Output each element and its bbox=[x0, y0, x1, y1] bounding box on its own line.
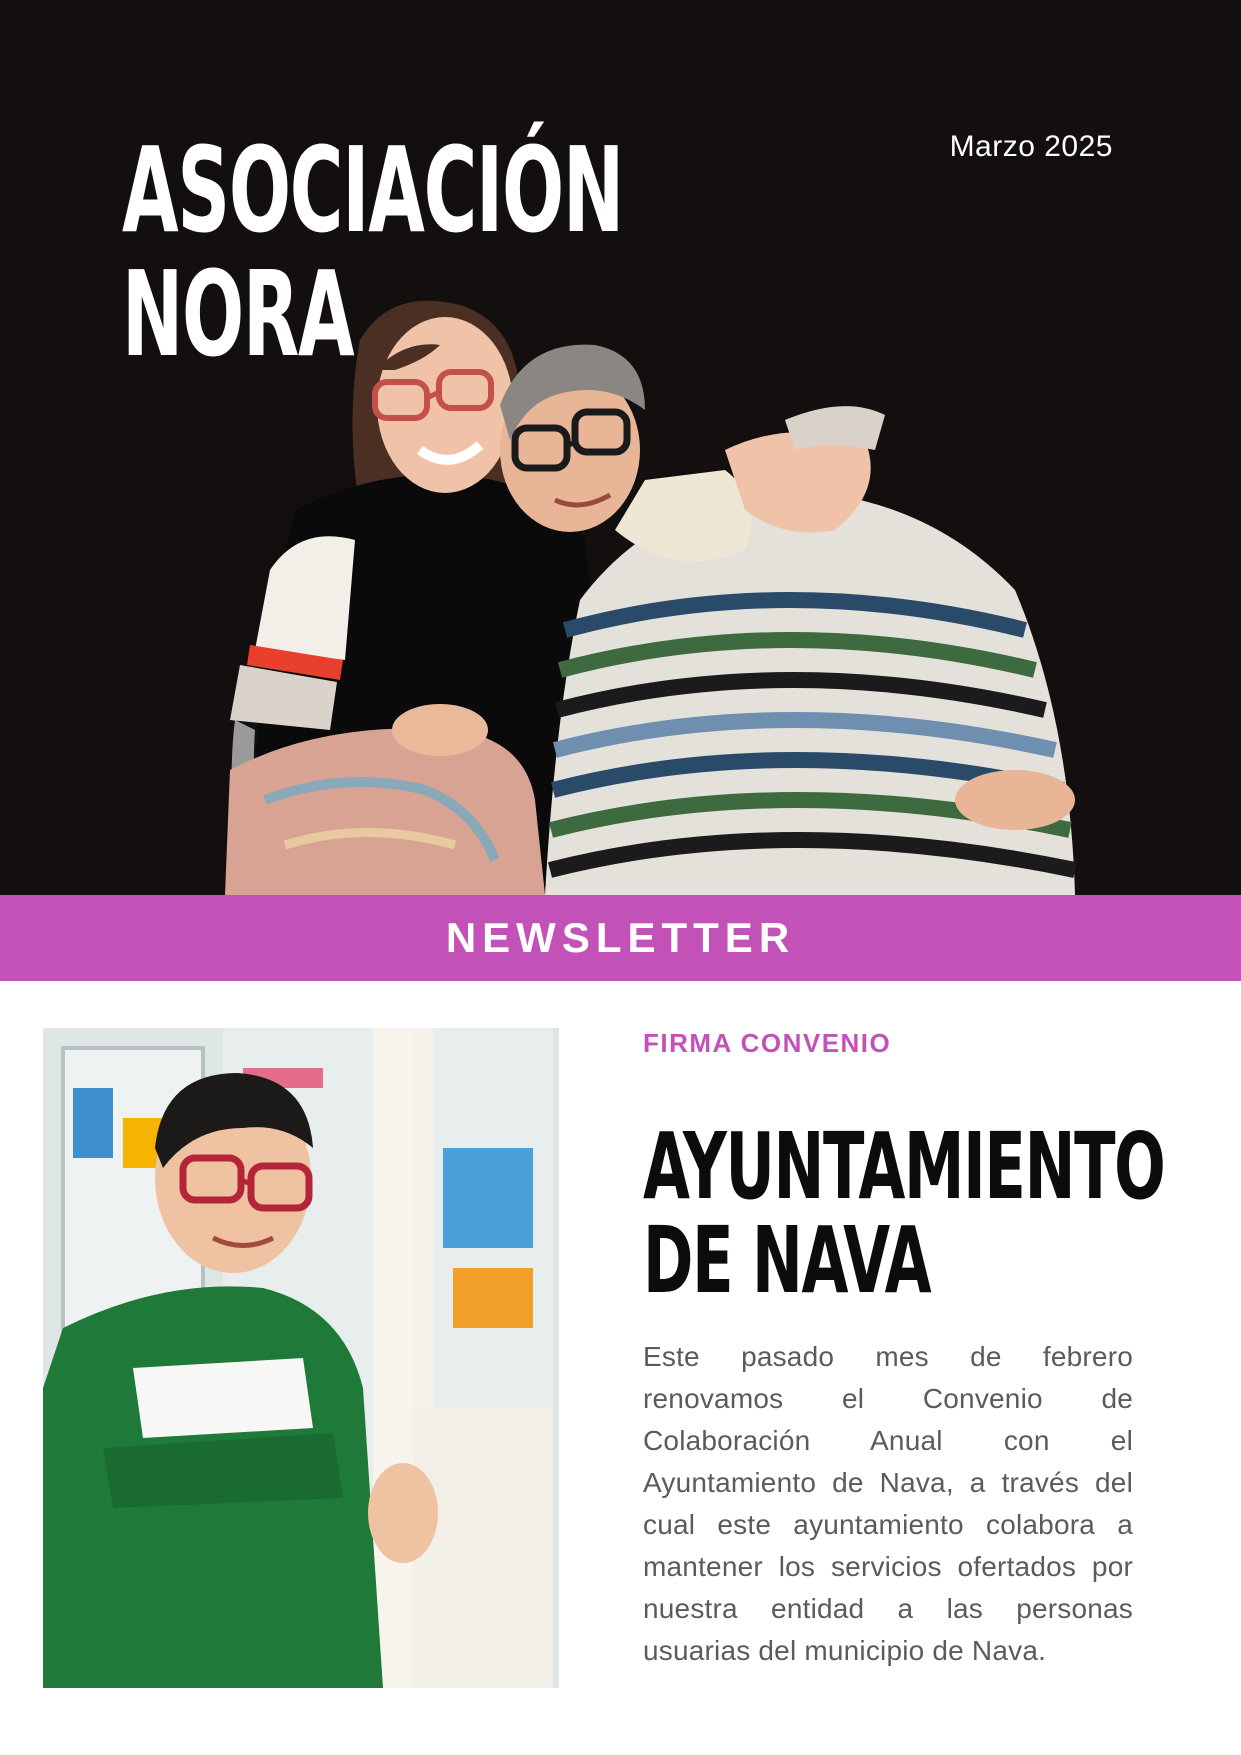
article-body: Este pasado mes de febrero renovamos el Convenio de Colaboración Anual con el Ayuntamiento de Nava, a través del cual este ayuntamiento colabora a mantener los servicios ofertados por nuestra entidad a las personas usuarias del municipio de Nava. bbox=[643, 1341, 1133, 1666]
newsletter-banner bbox=[0, 895, 1241, 981]
organization-title-line1: ASOCIACIÓN bbox=[122, 121, 623, 259]
article-kicker: FIRMA CONVENIO bbox=[643, 1028, 892, 1058]
organization-title-line2: NORA bbox=[122, 245, 354, 383]
issue-date: Marzo 2025 bbox=[949, 130, 1113, 163]
article-headline bbox=[643, 1113, 1165, 1314]
newsletter-label: NEWSLETTER bbox=[445, 914, 796, 961]
article-photo-image bbox=[43, 1028, 559, 1688]
article-photo bbox=[43, 1028, 559, 1688]
article-headline-line2: DE NAVA bbox=[643, 1207, 931, 1314]
article-headline-line1: AYUNTAMIENTO bbox=[643, 1113, 1165, 1220]
hero-photo bbox=[225, 300, 1241, 895]
